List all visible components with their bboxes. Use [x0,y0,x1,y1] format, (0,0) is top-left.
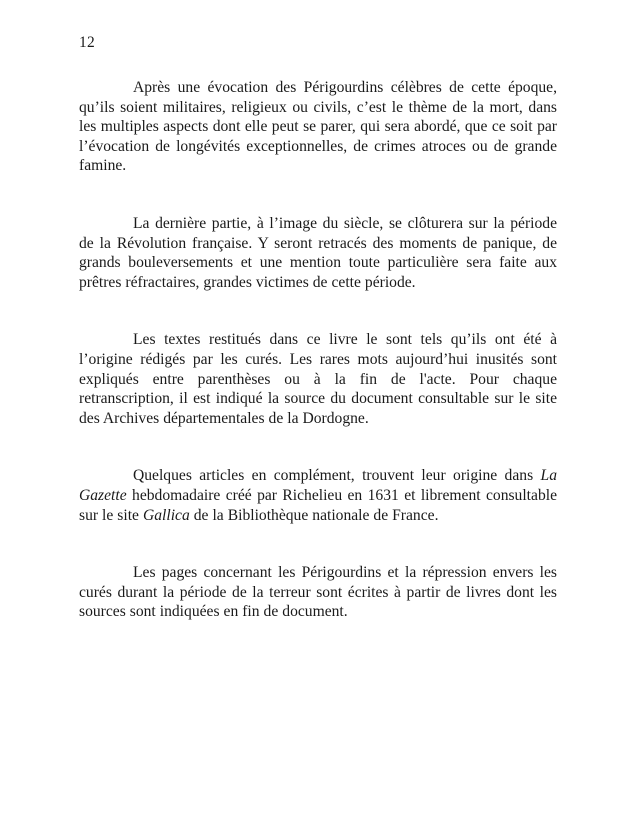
page-number: 12 [79,34,95,51]
paragraph-3: Les textes restitués dans ce livre le sont tels qu’ils ont été à l’origine rédigés par les curés. Les rares mots aujourd’hui inusités sont expliqués entre parenthèses ou à la fin de l'acte. Pour chaque retranscription, il est indiqué la source du document consultable sur le site des Archives départementales de la Dordogne. [79,331,557,427]
text-run: de la Bibliothèque nationale de France. [189,506,439,524]
paragraph-2: La dernière partie, à l’image du siècle, se clôturera sur la période de la Révolution française. Y seront retracés des moments de panique, de grands bouleversements et une mention toute particulière sera faite aux prêtres réfractaires, grandes victimes de cette période. [79,214,557,291]
text-run: Quelques articles en complément, trouvent leur origine dans [133,467,541,485]
text-run: hebdomadaire créé par Richelieu en 1631 et librement consultable sur le site [79,486,557,524]
paragraph-5: Les pages concernant les Périgourdins et la répression envers les curés durant la période de la terreur sont écrites à partir de livres dont les sources sont indiquées en fin de document. [79,564,557,621]
paragraph-4 [79,466,557,525]
body-text-block [79,78,557,622]
italic-title: Gallica [142,506,190,524]
italic-title: La Gazette [79,467,557,504]
paragraph-1: Après une évocation des Périgourdins célèbres de cette époque, qu’ils soient militaires, religieux ou civils, c’est le thème de la mort, dans les multiples aspects dont elle peut se parer, qui sera abordé, que ce soit par l’évocation de longévités exceptionnelles, de crimes atroces ou de grande famine. [79,79,557,175]
